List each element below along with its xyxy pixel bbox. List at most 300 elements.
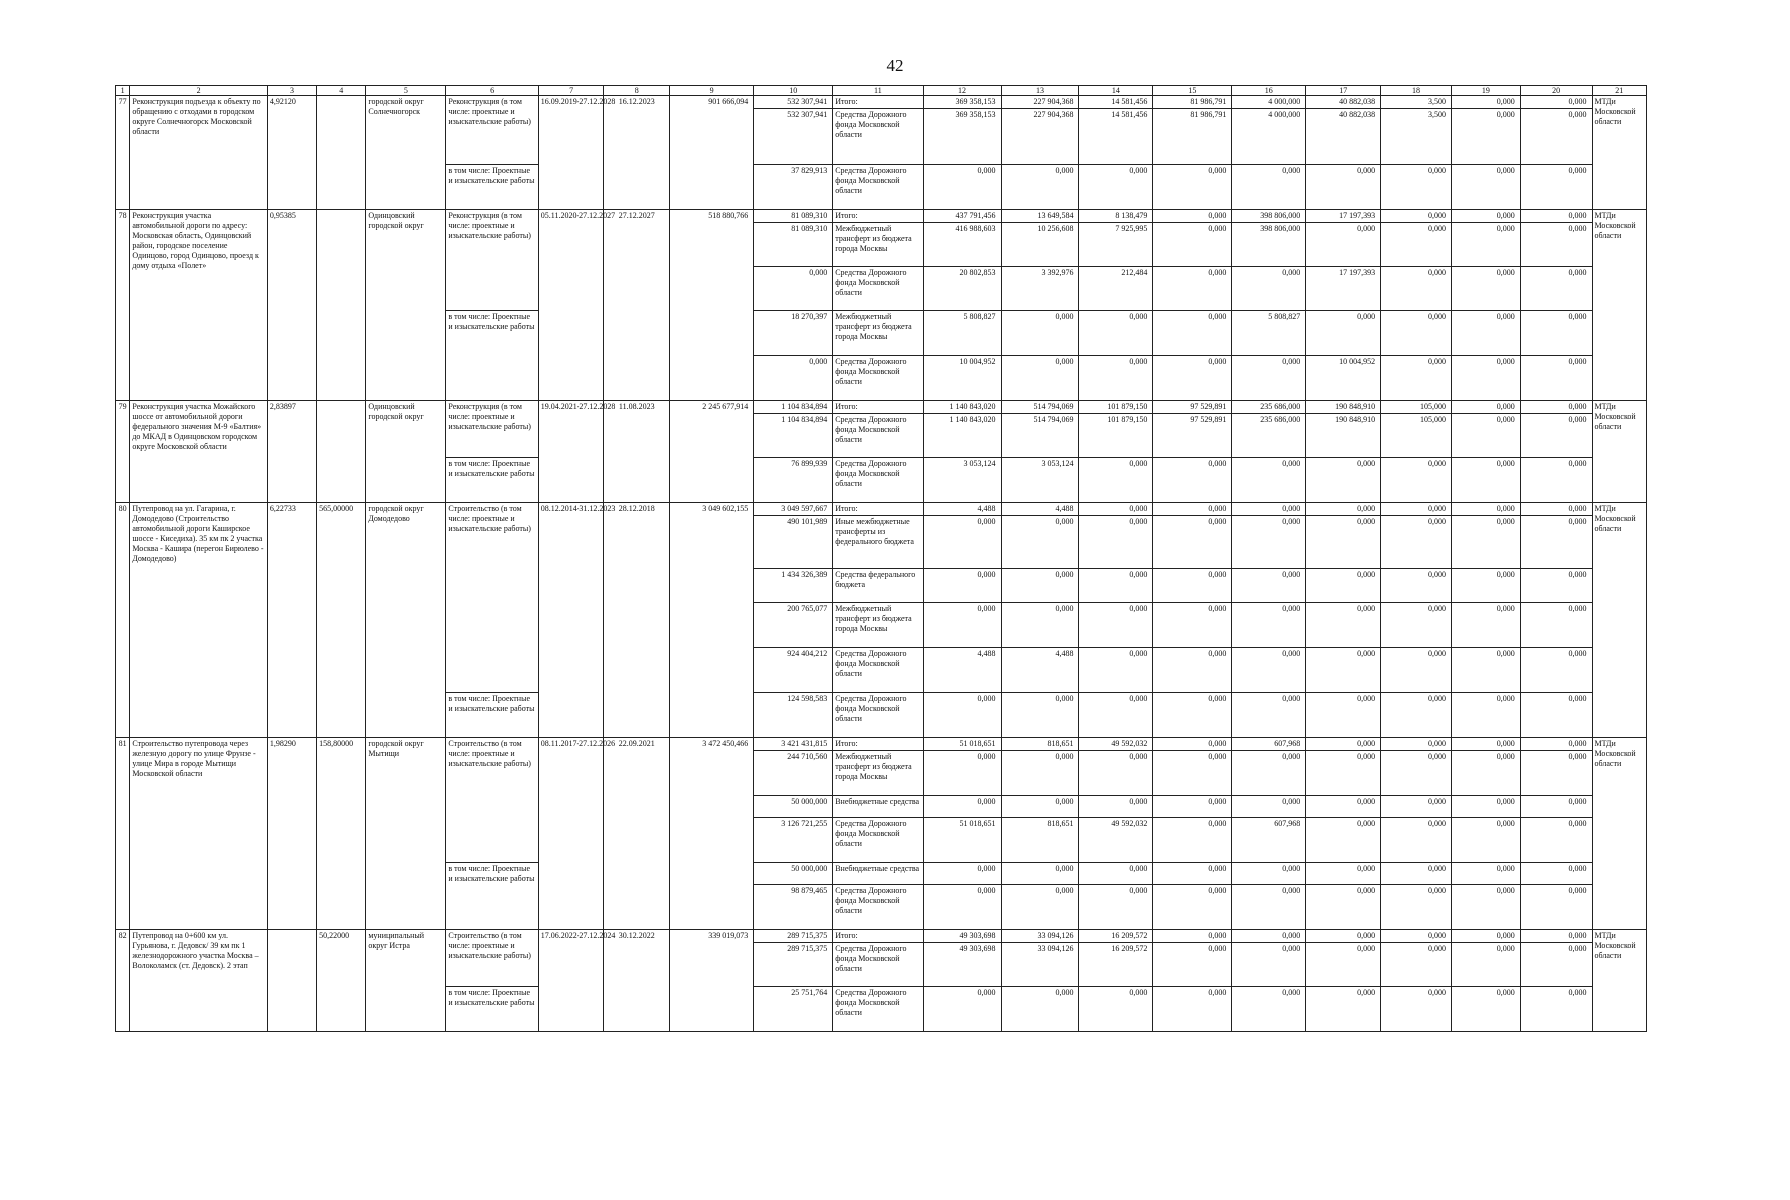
year-amount: 0,000	[1381, 648, 1452, 693]
year-amount: 0,000	[1381, 693, 1452, 738]
year-amount: 0,000	[1381, 165, 1452, 210]
year-amount: 0,000	[1001, 356, 1079, 401]
year-amount: 0,000	[1232, 987, 1306, 1032]
completion-date: 16.12.2023	[604, 96, 670, 210]
year-amount: 0,000	[1001, 311, 1079, 356]
year-amount: 4,488	[923, 648, 1001, 693]
year-amount: 0,000	[1153, 458, 1232, 503]
construction-period: 19.04.2021-27.12.2028	[538, 401, 604, 503]
year-amount: 0,000	[923, 516, 1001, 569]
year-amount: 17 197,393	[1306, 210, 1381, 223]
row-number: 79	[116, 401, 130, 503]
year-amount: 7 925,995	[1079, 223, 1153, 267]
year-amount: 0,000	[1079, 516, 1153, 569]
year-amount: 0,000	[1451, 503, 1520, 516]
column-number-header: 2	[130, 86, 268, 96]
year-amount: 0,000	[1381, 987, 1452, 1032]
year-amount: 0,000	[1451, 987, 1520, 1032]
year-amount: 0,000	[1381, 569, 1452, 603]
year-amount: 0,000	[923, 165, 1001, 210]
municipality: городской округ Домодедово	[366, 503, 446, 738]
year-amount: 0,000	[1153, 311, 1232, 356]
year-amount: 5 808,827	[923, 311, 1001, 356]
year-amount: 49 303,698	[923, 930, 1001, 943]
year-amount: 101 879,150	[1079, 401, 1153, 414]
year-amount: 0,000	[1001, 751, 1079, 796]
year-amount: 0,000	[1153, 267, 1232, 311]
year-amount: 51 018,651	[923, 738, 1001, 751]
row-number: 77	[116, 96, 130, 210]
column-number-header: 21	[1592, 86, 1646, 96]
customer: МТДи Московской области	[1592, 738, 1646, 930]
year-amount: 0,000	[1153, 223, 1232, 267]
year-amount: 3 053,124	[1001, 458, 1079, 503]
customer: МТДи Московской области	[1592, 210, 1646, 401]
funding-source: Средства Дорожного фонда Московской области	[833, 356, 923, 401]
year-amount: 0,000	[1520, 311, 1592, 356]
year-amount: 0,000	[923, 796, 1001, 818]
year-amount: 0,000	[1306, 885, 1381, 930]
year-amount: 227 904,368	[1001, 96, 1079, 109]
year-amount: 0,000	[1520, 569, 1592, 603]
year-amount: 0,000	[1520, 818, 1592, 863]
year-amount: 0,000	[1153, 751, 1232, 796]
work-type: Строительство (в том числе: проектные и изыскательские работы)	[446, 930, 538, 987]
year-amount: 0,000	[1306, 943, 1381, 987]
financed-amount: 1 434 326,389	[754, 569, 833, 603]
year-amount: 0,000	[1381, 943, 1452, 987]
year-amount: 190 848,910	[1306, 401, 1381, 414]
year-amount: 4,488	[923, 503, 1001, 516]
year-amount: 33 094,126	[1001, 943, 1079, 987]
year-amount: 10 004,952	[923, 356, 1001, 401]
financed-amount: 200 765,077	[754, 603, 833, 648]
year-amount: 0,000	[1520, 356, 1592, 401]
construction-period: 17.06.2022-27.12.2024	[538, 930, 604, 1032]
year-amount: 0,000	[1232, 516, 1306, 569]
funding-source: Итого:	[833, 738, 923, 751]
year-amount: 0,000	[1306, 165, 1381, 210]
funding-source: Внебюджетные средства	[833, 863, 923, 885]
column-number-header: 15	[1153, 86, 1232, 96]
year-amount: 514 794,069	[1001, 414, 1079, 458]
year-amount: 0,000	[1153, 738, 1232, 751]
year-amount: 0,000	[1520, 401, 1592, 414]
funding-source: Средства Дорожного фонда Московской области	[833, 987, 923, 1032]
year-amount: 0,000	[1451, 165, 1520, 210]
year-amount: 0,000	[1153, 693, 1232, 738]
year-amount: 8 138,479	[1079, 210, 1153, 223]
column-number-header: 4	[317, 86, 366, 96]
column-number-row	[116, 86, 1647, 96]
year-amount: 4,488	[1001, 648, 1079, 693]
length-value: 6,22733	[267, 503, 316, 738]
year-amount: 0,000	[1306, 648, 1381, 693]
funding-source: Внебюджетные средства	[833, 796, 923, 818]
year-amount: 0,000	[1232, 943, 1306, 987]
year-amount: 0,000	[1520, 603, 1592, 648]
year-amount: 0,000	[1451, 738, 1520, 751]
customer: МТДи Московской области	[1592, 930, 1646, 1032]
estimated-cost: 2 245 677,914	[670, 401, 754, 503]
financed-amount: 76 899,939	[754, 458, 833, 503]
year-amount: 0,000	[1306, 863, 1381, 885]
year-amount: 0,000	[1306, 503, 1381, 516]
estimated-cost: 3 049 602,155	[670, 503, 754, 738]
object-name: Реконструкция подъезда к объекту по обращению с отходами в городском округе Солнечногорск Московской области	[130, 96, 268, 210]
financed-amount: 289 715,375	[754, 943, 833, 987]
financed-amount: 3 421 431,815	[754, 738, 833, 751]
column-number-header: 3	[267, 86, 316, 96]
year-amount: 227 904,368	[1001, 109, 1079, 165]
year-amount: 0,000	[1520, 796, 1592, 818]
year-amount: 1 140 843,020	[923, 401, 1001, 414]
year-amount: 398 806,000	[1232, 210, 1306, 223]
year-amount: 0,000	[1381, 503, 1452, 516]
table-body	[116, 96, 1647, 1032]
work-type: в том числе: Проектные и изыскательские работы	[446, 987, 538, 1032]
financed-amount: 50 000,000	[754, 863, 833, 885]
year-amount: 0,000	[1232, 569, 1306, 603]
year-amount: 0,000	[1153, 516, 1232, 569]
year-amount: 0,000	[1520, 414, 1592, 458]
year-amount: 81 986,791	[1153, 109, 1232, 165]
year-amount: 0,000	[1520, 503, 1592, 516]
year-amount: 0,000	[1451, 109, 1520, 165]
year-amount: 0,000	[1079, 796, 1153, 818]
year-amount: 0,000	[1520, 943, 1592, 987]
year-amount: 0,000	[1520, 693, 1592, 738]
financed-amount: 490 101,989	[754, 516, 833, 569]
year-amount: 0,000	[1451, 569, 1520, 603]
column-number-header: 8	[604, 86, 670, 96]
funding-source: Иные межбюджетные трансферты из федерального бюджета	[833, 516, 923, 569]
construction-period: 08.11.2017-27.12.2026	[538, 738, 604, 930]
capacity-value: 50,22000	[317, 930, 366, 1032]
year-amount: 0,000	[1381, 885, 1452, 930]
year-amount: 0,000	[1153, 648, 1232, 693]
column-number-header: 20	[1520, 86, 1592, 96]
length-value	[267, 930, 316, 1032]
year-amount: 0,000	[1381, 738, 1452, 751]
table-row	[116, 503, 1647, 516]
column-number-header: 1	[116, 86, 130, 96]
year-amount: 235 686,000	[1232, 414, 1306, 458]
length-value: 0,95385	[267, 210, 316, 401]
object-name: Строительство путепровода через железную дорогу по улице Фрунзе - улице Мира в городе Мытищи Московской области	[130, 738, 268, 930]
year-amount: 0,000	[1451, 356, 1520, 401]
year-amount: 13 649,584	[1001, 210, 1079, 223]
length-value: 1,98290	[267, 738, 316, 930]
year-amount: 81 986,791	[1153, 96, 1232, 109]
year-amount: 0,000	[1451, 818, 1520, 863]
funding-source: Итого:	[833, 503, 923, 516]
year-amount: 20 802,853	[923, 267, 1001, 311]
completion-date: 28.12.2018	[604, 503, 670, 738]
estimated-cost: 901 666,094	[670, 96, 754, 210]
year-amount: 0,000	[923, 693, 1001, 738]
estimated-cost: 518 880,766	[670, 210, 754, 401]
table-row	[116, 210, 1647, 223]
year-amount: 0,000	[1079, 569, 1153, 603]
column-number-header: 13	[1001, 86, 1079, 96]
year-amount: 0,000	[1079, 356, 1153, 401]
work-type: Реконструкция (в том числе: проектные и изыскательские работы)	[446, 401, 538, 458]
funding-source: Средства Дорожного фонда Московской области	[833, 267, 923, 311]
customer: МТДи Московской области	[1592, 401, 1646, 503]
year-amount: 818,651	[1001, 818, 1079, 863]
year-amount: 0,000	[1306, 751, 1381, 796]
work-type: в том числе: Проектные и изыскательские работы	[446, 458, 538, 503]
year-amount: 16 209,572	[1079, 943, 1153, 987]
column-number-header: 7	[538, 86, 604, 96]
work-type: Реконструкция (в том числе: проектные и изыскательские работы)	[446, 210, 538, 311]
completion-date: 30.12.2022	[604, 930, 670, 1032]
year-amount: 369 358,153	[923, 109, 1001, 165]
year-amount: 607,968	[1232, 818, 1306, 863]
year-amount: 0,000	[1153, 987, 1232, 1032]
object-name: Реконструкция участка автомобильной дороги по адресу: Московская область, Одинцовский район, городское поселение Одинцово, город Одинцово, проезд к дому отдыха «Полет»	[130, 210, 268, 401]
municipality: городской округ Мытищи	[366, 738, 446, 930]
year-amount: 0,000	[1232, 796, 1306, 818]
year-amount: 0,000	[1153, 165, 1232, 210]
column-number-header: 9	[670, 86, 754, 96]
year-amount: 0,000	[1381, 311, 1452, 356]
year-amount: 0,000	[1306, 569, 1381, 603]
year-amount: 0,000	[1451, 751, 1520, 796]
year-amount: 0,000	[1079, 693, 1153, 738]
year-amount: 0,000	[923, 751, 1001, 796]
year-amount: 0,000	[1306, 603, 1381, 648]
year-amount: 0,000	[923, 603, 1001, 648]
financed-amount: 0,000	[754, 356, 833, 401]
row-number: 80	[116, 503, 130, 738]
work-type: Реконструкция (в том числе: проектные и изыскательские работы)	[446, 96, 538, 165]
year-amount: 97 529,891	[1153, 414, 1232, 458]
financed-amount: 3 126 721,255	[754, 818, 833, 863]
year-amount: 0,000	[1079, 751, 1153, 796]
year-amount: 4,488	[1001, 503, 1079, 516]
financed-amount: 50 000,000	[754, 796, 833, 818]
year-amount: 0,000	[1079, 885, 1153, 930]
length-value: 2,83897	[267, 401, 316, 503]
year-amount: 40 882,038	[1306, 109, 1381, 165]
year-amount: 0,000	[1079, 458, 1153, 503]
year-amount: 0,000	[1001, 863, 1079, 885]
investment-program-table	[115, 85, 1647, 1032]
financed-amount: 25 751,764	[754, 987, 833, 1032]
year-amount: 0,000	[1001, 516, 1079, 569]
year-amount: 17 197,393	[1306, 267, 1381, 311]
year-amount: 0,000	[1306, 693, 1381, 738]
funding-source: Средства Дорожного фонда Московской области	[833, 693, 923, 738]
funding-source: Межбюджетный трансферт из бюджета города Москвы	[833, 751, 923, 796]
financed-amount: 289 715,375	[754, 930, 833, 943]
capacity-value: 158,80000	[317, 738, 366, 930]
year-amount: 16 209,572	[1079, 930, 1153, 943]
column-number-header: 11	[833, 86, 923, 96]
year-amount: 0,000	[1520, 109, 1592, 165]
year-amount: 0,000	[1381, 863, 1452, 885]
year-amount: 0,000	[1306, 458, 1381, 503]
year-amount: 14 581,456	[1079, 96, 1153, 109]
object-name: Путепровод на 0+600 км ул. Гурьянова, г. Дедовск/ 39 км пк 1 железнодорожного участка Москва – Волоколамск (ст. Дедовск). 2 этап	[130, 930, 268, 1032]
length-value: 4,92120	[267, 96, 316, 210]
financed-amount: 924 404,212	[754, 648, 833, 693]
year-amount: 0,000	[1381, 223, 1452, 267]
funding-source: Межбюджетный трансферт из бюджета города Москвы	[833, 311, 923, 356]
year-amount: 0,000	[1001, 165, 1079, 210]
municipality: муниципальный округ Истра	[366, 930, 446, 1032]
year-amount: 0,000	[1306, 796, 1381, 818]
column-number-header: 19	[1451, 86, 1520, 96]
year-amount: 10 256,608	[1001, 223, 1079, 267]
year-amount: 0,000	[1232, 165, 1306, 210]
year-amount: 514 794,069	[1001, 401, 1079, 414]
object-name: Реконструкция участка Можайского шоссе от автомобильной дороги федерального значения М-9 «Балтия» до МКАД в Одинцовском городском округе Московской области	[130, 401, 268, 503]
year-amount: 0,000	[1520, 96, 1592, 109]
year-amount: 0,000	[1520, 458, 1592, 503]
year-amount: 0,000	[1232, 356, 1306, 401]
year-amount: 0,000	[1520, 165, 1592, 210]
year-amount: 1 140 843,020	[923, 414, 1001, 458]
year-amount: 0,000	[1451, 930, 1520, 943]
year-amount: 0,000	[1451, 414, 1520, 458]
year-amount: 0,000	[1520, 210, 1592, 223]
year-amount: 0,000	[1306, 311, 1381, 356]
funding-source: Средства Дорожного фонда Московской области	[833, 818, 923, 863]
year-amount: 0,000	[1001, 603, 1079, 648]
year-amount: 101 879,150	[1079, 414, 1153, 458]
year-amount: 0,000	[1153, 569, 1232, 603]
year-amount: 33 094,126	[1001, 930, 1079, 943]
year-amount: 0,000	[1520, 516, 1592, 569]
estimated-cost: 3 472 450,466	[670, 738, 754, 930]
year-amount: 0,000	[1451, 693, 1520, 738]
funding-source: Средства Дорожного фонда Московской области	[833, 648, 923, 693]
year-amount: 0,000	[1153, 863, 1232, 885]
year-amount: 0,000	[1451, 401, 1520, 414]
funding-source: Итого:	[833, 96, 923, 109]
year-amount: 4 000,000	[1232, 96, 1306, 109]
year-amount: 0,000	[1520, 751, 1592, 796]
year-amount: 0,000	[1232, 863, 1306, 885]
year-amount: 0,000	[1451, 885, 1520, 930]
year-amount: 235 686,000	[1232, 401, 1306, 414]
year-amount: 0,000	[1153, 885, 1232, 930]
funding-source: Итого:	[833, 930, 923, 943]
column-number-header: 14	[1079, 86, 1153, 96]
year-amount: 0,000	[1079, 165, 1153, 210]
year-amount: 0,000	[1306, 223, 1381, 267]
construction-period: 16.09.2019-27.12.2028	[538, 96, 604, 210]
year-amount: 0,000	[1520, 738, 1592, 751]
column-number-header: 12	[923, 86, 1001, 96]
funding-source: Средства Дорожного фонда Московской области	[833, 458, 923, 503]
year-amount: 0,000	[1153, 603, 1232, 648]
year-amount: 3 053,124	[923, 458, 1001, 503]
financed-amount: 81 089,310	[754, 210, 833, 223]
year-amount: 0,000	[1520, 987, 1592, 1032]
funding-source: Средства Дорожного фонда Московской области	[833, 414, 923, 458]
table-row	[116, 401, 1647, 414]
row-number: 82	[116, 930, 130, 1032]
year-amount: 0,000	[1232, 603, 1306, 648]
work-type: в том числе: Проектные и изыскательские работы	[446, 693, 538, 738]
year-amount: 0,000	[1451, 943, 1520, 987]
financed-amount: 532 307,941	[754, 109, 833, 165]
customer: МТДи Московской области	[1592, 96, 1646, 210]
financed-amount: 124 598,583	[754, 693, 833, 738]
year-amount: 0,000	[1451, 648, 1520, 693]
construction-period: 08.12.2014-31.12.2023	[538, 503, 604, 738]
year-amount: 369 358,153	[923, 96, 1001, 109]
year-amount: 51 018,651	[923, 818, 1001, 863]
year-amount: 0,000	[1381, 356, 1452, 401]
financed-amount: 244 710,560	[754, 751, 833, 796]
year-amount: 0,000	[1153, 818, 1232, 863]
year-amount: 0,000	[1232, 458, 1306, 503]
funding-source: Средства Дорожного фонда Московской области	[833, 943, 923, 987]
year-amount: 10 004,952	[1306, 356, 1381, 401]
year-amount: 0,000	[1520, 267, 1592, 311]
financed-amount: 0,000	[754, 267, 833, 311]
work-type: Строительство (в том числе: проектные и изыскательские работы)	[446, 738, 538, 863]
year-amount: 0,000	[1153, 943, 1232, 987]
funding-source: Средства Дорожного фонда Московской области	[833, 885, 923, 930]
financed-amount: 1 104 834,894	[754, 414, 833, 458]
funding-source: Межбюджетный трансферт из бюджета города Москвы	[833, 603, 923, 648]
year-amount: 0,000	[1451, 796, 1520, 818]
year-amount: 40 882,038	[1306, 96, 1381, 109]
capacity-value	[317, 401, 366, 503]
municipality: городской округ Солнечногорск	[366, 96, 446, 210]
year-amount: 0,000	[1079, 863, 1153, 885]
municipality: Одинцовский городской округ	[366, 401, 446, 503]
year-amount: 212,484	[1079, 267, 1153, 311]
year-amount: 0,000	[1451, 516, 1520, 569]
year-amount: 0,000	[1079, 648, 1153, 693]
year-amount: 0,000	[1451, 223, 1520, 267]
estimated-cost: 339 019,073	[670, 930, 754, 1032]
year-amount: 0,000	[1079, 603, 1153, 648]
year-amount: 5 808,827	[1232, 311, 1306, 356]
funding-source: Межбюджетный трансферт из бюджета города Москвы	[833, 223, 923, 267]
year-amount: 3,500	[1381, 109, 1452, 165]
year-amount: 0,000	[1001, 693, 1079, 738]
year-amount: 0,000	[1079, 987, 1153, 1032]
municipality: Одинцовский городской округ	[366, 210, 446, 401]
year-amount: 0,000	[1451, 458, 1520, 503]
financed-amount: 18 270,397	[754, 311, 833, 356]
row-number: 78	[116, 210, 130, 401]
year-amount: 0,000	[1001, 885, 1079, 930]
year-amount: 0,000	[1451, 863, 1520, 885]
year-amount: 0,000	[1381, 818, 1452, 863]
financed-amount: 81 089,310	[754, 223, 833, 267]
page-number: 42	[886, 56, 904, 75]
year-amount: 3,500	[1381, 96, 1452, 109]
table-row	[116, 96, 1647, 109]
year-amount: 49 303,698	[923, 943, 1001, 987]
row-number: 81	[116, 738, 130, 930]
year-amount: 0,000	[923, 987, 1001, 1032]
year-amount: 818,651	[1001, 738, 1079, 751]
year-amount: 607,968	[1232, 738, 1306, 751]
year-amount: 0,000	[1001, 569, 1079, 603]
work-type: в том числе: Проектные и изыскательские работы	[446, 165, 538, 210]
year-amount: 0,000	[1232, 503, 1306, 516]
